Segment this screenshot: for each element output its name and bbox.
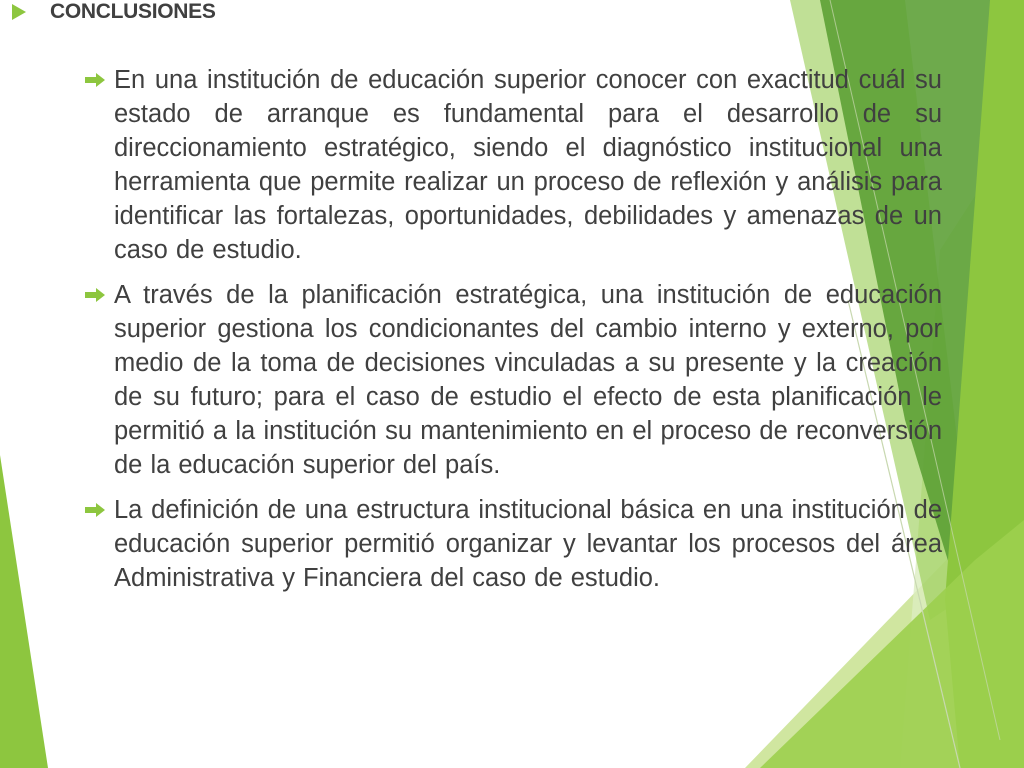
bullet-list	[84, 63, 942, 606]
arrow-right-icon	[84, 63, 114, 97]
bullet-item-3	[84, 493, 942, 595]
triangle-right-icon	[8, 0, 30, 24]
bullet-item-2	[84, 278, 942, 482]
bullet-text-2: A través de la planificación estratégica, una institución de educación superior gestiona los condicionantes del cambio interno y externo, por medio de la toma de decisiones vinculadas a su presente y la creación de su futuro; para el caso de estudio el efecto de esta planificación le permitió a la institución su mantenimiento en el proceso de reconversión de la educación superior del país.	[114, 281, 942, 479]
slide-title-text: CONCLUSIONES	[50, 0, 216, 23]
left-green-sliver	[0, 455, 48, 768]
arrow-right-icon	[84, 278, 114, 312]
bullet-item-1	[84, 63, 942, 267]
slide-title	[8, 0, 216, 24]
arrow-right-icon	[84, 493, 114, 527]
bullet-text-1: En una institución de educación superior conocer con exactitud cuál su estado de arranque es fundamental para el desarrollo de su direccionamiento estratégico, siendo el diagnóstico institucional una herramienta que permite realizar un proceso de reflexión y análisis para identificar las fortalezas, oportunidades, debilidades y amenazas de un caso de estudio.	[114, 66, 942, 264]
bullet-text-3: La definición de una estructura institucional básica en una institución de educación superior permitió organizar y levantar los procesos del área Administrativa y Financiera del caso de estudio.	[114, 496, 942, 592]
